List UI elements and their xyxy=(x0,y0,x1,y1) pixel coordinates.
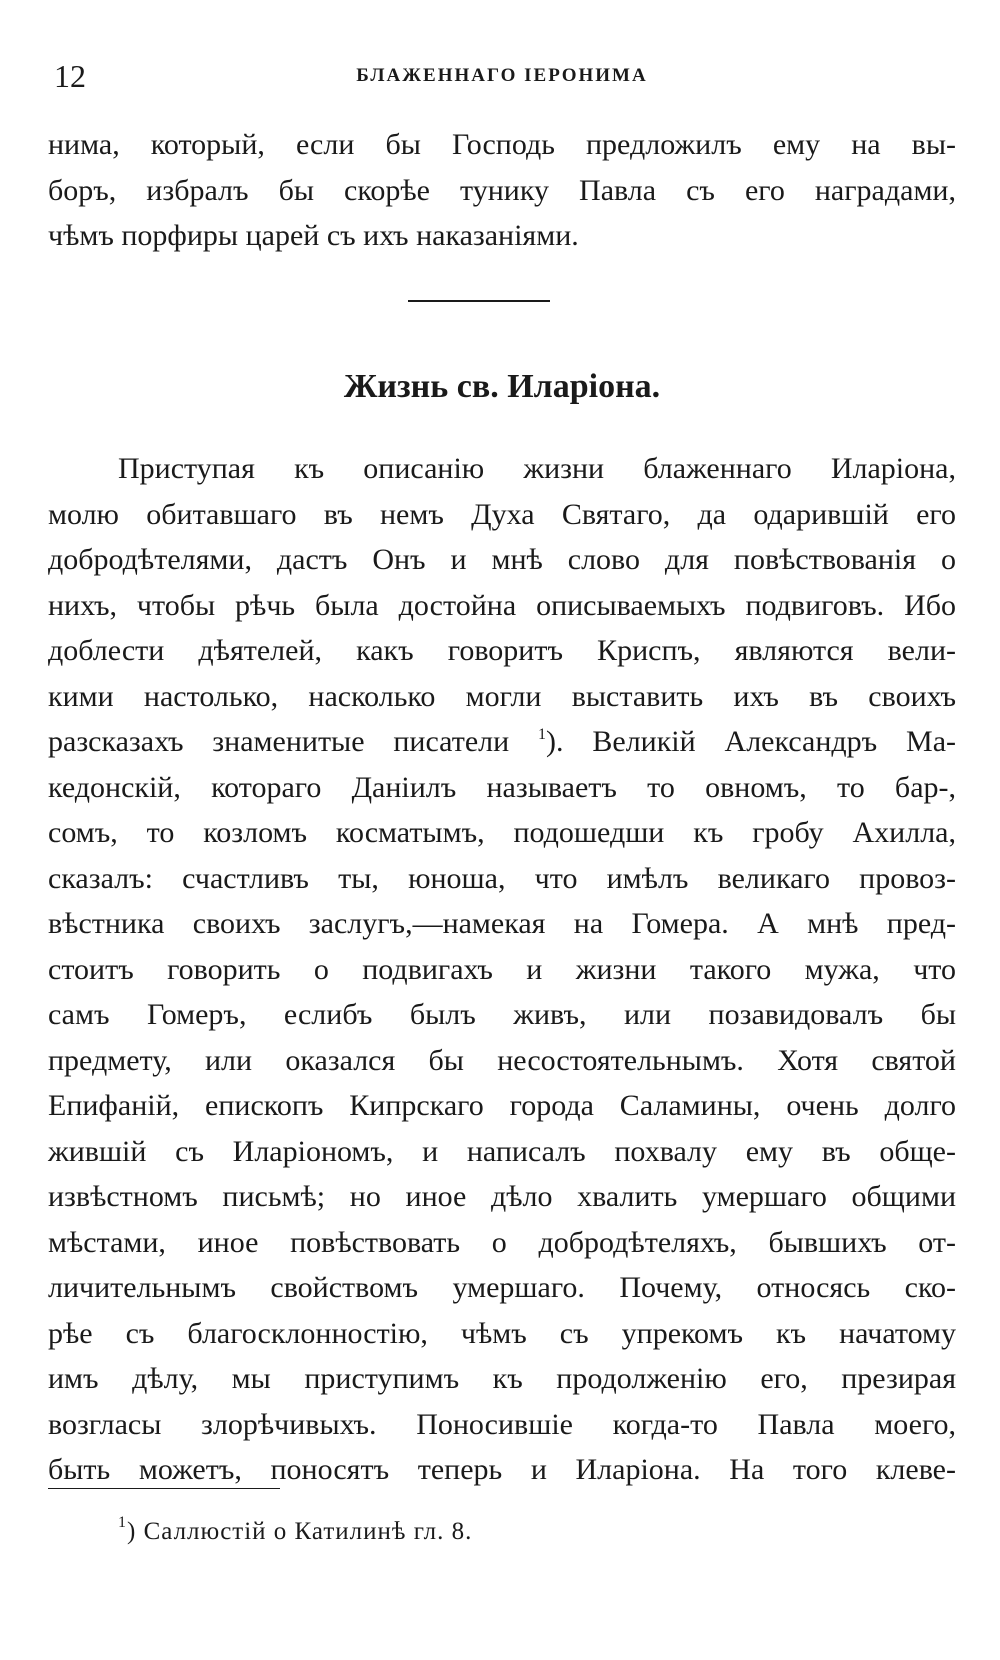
text-line: кими настолько, насколько могли выставить ихъ въ своихъ xyxy=(48,679,956,713)
footnote-text: ) Саллюстій о Катилинѣ гл. 8. xyxy=(127,1518,473,1545)
text-line: предмету, или оказался бы несостоятельнымъ. Хотя святой xyxy=(48,1043,956,1077)
text-line: извѣстномъ письмѣ; но иное дѣло хвалить умершаго общими xyxy=(48,1180,956,1213)
text-line: вѣстника своихъ заслугъ,—намекая на Гомера. А мнѣ пред- xyxy=(48,907,956,940)
text-line: кедонскій, котораго Даніилъ называетъ то овномъ, то бар-, xyxy=(48,770,956,804)
text-fragment: разсказахъ знаменитые писатели xyxy=(48,725,510,758)
text-line: сомъ, то козломъ косматымъ, подошедши къ гробу Ахилла, xyxy=(48,816,956,849)
text-line: доблести дѣятелей, какъ говоритъ Криспъ, являются вели- xyxy=(48,634,956,667)
text-line: сказалъ: счастливъ ты, юноша, что имѣлъ великаго провоз- xyxy=(48,861,956,895)
text-line-with-footnote xyxy=(48,719,956,765)
text-line: личительнымъ свойствомъ умершаго. Почему, относясь ско- xyxy=(48,1271,956,1304)
text-line: Епифаній, епископъ Кипрскаго города Саламины, очень долго xyxy=(48,1089,956,1122)
text-line: самъ Гомеръ, еслибъ былъ живъ, или позавидовалъ бы xyxy=(48,998,956,1031)
text-line: имъ дѣлу, мы приступимъ къ продолженію его, презирая xyxy=(48,1362,956,1395)
text-line: боръ, избралъ бы скорѣе тунику Павла съ его наградами, xyxy=(48,173,956,207)
footnote xyxy=(118,1512,472,1552)
footnote-marker: 1 xyxy=(118,1514,127,1531)
text-line: молю обитавшаго въ немъ Духа Святаго, да одарившій его xyxy=(48,497,956,531)
text-line: жившій съ Иларіономъ, и написалъ похвалу ему въ обще- xyxy=(48,1134,956,1168)
footnote-reference[interactable]: 1 xyxy=(538,726,547,743)
book-page xyxy=(48,0,956,1660)
text-line: стоитъ говорить о подвигахъ и жизни такого мужа, что xyxy=(48,952,956,986)
body-paragraph xyxy=(48,446,956,1493)
page-number: 12 xyxy=(54,58,86,94)
text-line: нима, который, если бы Господь предложилъ ему на вы- xyxy=(48,128,956,161)
text-line: рѣе съ благосклонностію, чѣмъ съ упрекомъ къ начатому xyxy=(48,1316,956,1350)
text-line: быть можетъ, поносятъ теперь и Иларіона. На того клеве- xyxy=(48,1453,956,1486)
running-title: БЛАЖЕННАГО ІЕРОНИМА xyxy=(356,65,648,86)
section-divider xyxy=(408,300,550,302)
section-heading: Жизнь св. Иларіона. xyxy=(343,368,661,405)
footnote-rule xyxy=(48,1488,280,1489)
text-line: Приступая къ описанію жизни блаженнаго Иларіона, xyxy=(118,452,956,485)
intro-paragraph xyxy=(48,122,956,259)
text-line: возгласы злорѣчивыхъ. Поносившіе когда-то Павла моего, xyxy=(48,1407,956,1441)
running-head xyxy=(48,56,956,96)
text-line: нихъ, чтобы рѣчь была достойна описываемыхъ подвиговъ. Ибо xyxy=(48,588,956,622)
text-fragment: ). Великій Александръ Ма- xyxy=(546,725,956,758)
text-line: чѣмъ порфиры царей съ ихъ наказаніями. xyxy=(48,219,579,252)
text-line: мѣстами, иное повѣствовать о добродѣтеляхъ, бывшихъ от- xyxy=(48,1225,956,1259)
text-line: добродѣтелями, дастъ Онъ и мнѣ слово для повѣствованія о xyxy=(48,543,956,576)
